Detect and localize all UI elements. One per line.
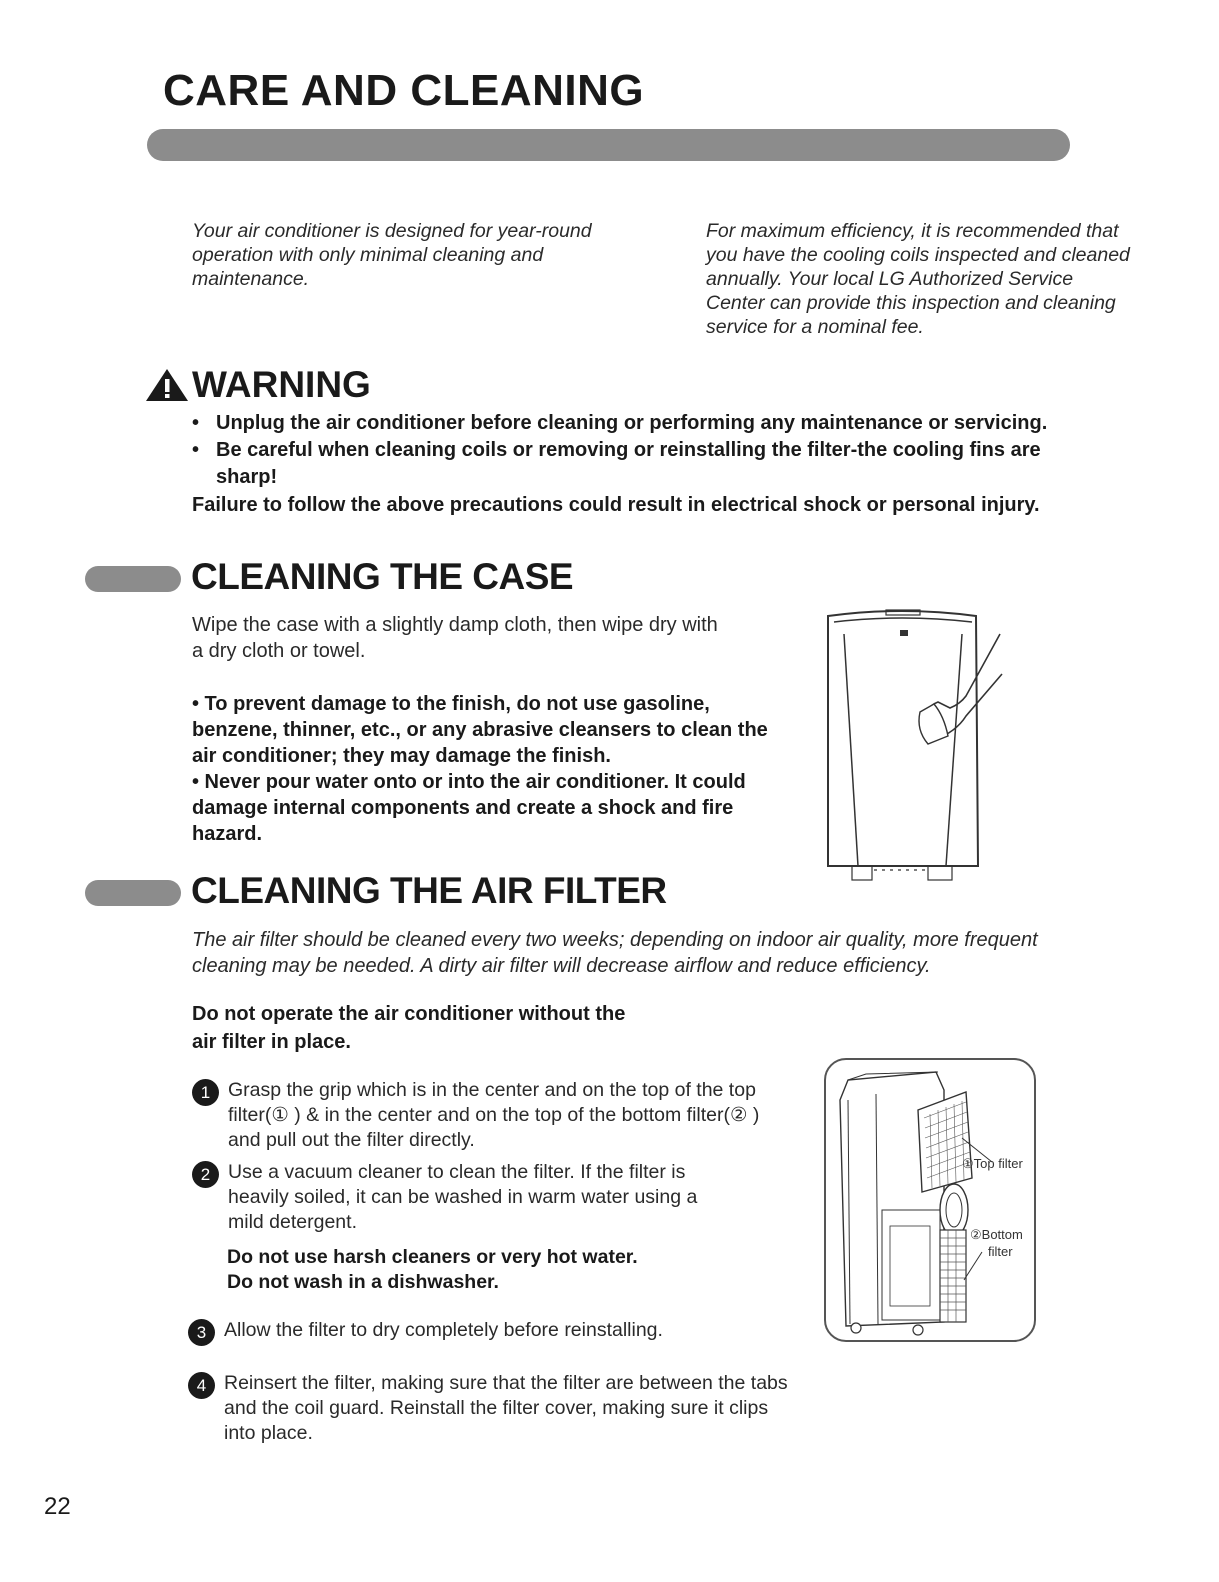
step-number: 2 [192, 1161, 219, 1188]
warning-item: • Be careful when cleaning coils or removing or reinstalling the filter-the cooling fins are sharp! [192, 439, 1041, 488]
step-text: Grasp the grip which is in the center and on the top of the top filter(① ) & in the center and on the top of the bottom filter(② ) and pull out the filter directly. [228, 1079, 760, 1151]
step-2-note-1: Do not use harsh cleaners or very hot water. [227, 1246, 638, 1268]
step-4 [188, 1371, 798, 1446]
step-text: Allow the filter to dry completely before reinstalling. [224, 1319, 663, 1341]
section-heading-case: CLEANING THE CASE [191, 556, 574, 597]
section-pill [85, 880, 181, 906]
case-caution-2: • Never pour water onto or into the air conditioner. It could damage internal components and create a shock and fire hazard. [192, 771, 746, 845]
page-number: 22 [44, 1493, 71, 1520]
section-pill [85, 566, 181, 592]
filter-intro: The air filter should be cleaned every two weeks; depending on indoor air quality, more frequent cleaning may be needed. A dirty air filter will decrease airflow and reduce efficiency. [192, 929, 1038, 977]
warning-footer: Failure to follow the above precautions could result in electrical shock or personal injury. [192, 494, 1040, 516]
figure-label-bottom-filter-2: filter [988, 1244, 1013, 1259]
step-3 [188, 1318, 788, 1346]
step-2 [192, 1160, 732, 1235]
warning-label: WARNING [192, 364, 371, 405]
step-2-note-2: Do not wash in a dishwasher. [227, 1271, 499, 1293]
case-illustration [816, 604, 1012, 886]
intro-left: Your air conditioner is designed for year-round operation with only minimal cleaning and maintenance. [192, 220, 592, 290]
step-1 [192, 1078, 792, 1153]
title-bar [147, 129, 1070, 161]
figure-label-bottom-filter-1: ②Bottom [970, 1227, 1023, 1242]
case-text: Wipe the case with a slightly damp cloth, then wipe dry with a dry cloth or towel. [192, 614, 718, 662]
warning-list [192, 410, 1152, 491]
warning-heading [144, 364, 371, 406]
case-caution-1: • To prevent damage to the finish, do not use gasoline, benzene, thinner, etc., or any abrasive cleansers to clean the air conditioner; they may damage the finish. [192, 693, 768, 767]
figure-label-top-filter: ①Top filter [962, 1156, 1023, 1171]
warning-triangle-icon [144, 367, 190, 403]
step-number: 4 [188, 1372, 215, 1399]
intro-right: For maximum efficiency, it is recommended that you have the cooling coils inspected and cleaned annually. Your local LG Authorized Service Center can provide this inspection and cleaning service for a nominal fee. [706, 220, 1130, 338]
page-title: CARE AND CLEANING [163, 66, 645, 115]
step-number: 3 [188, 1319, 215, 1346]
step-text: Reinsert the filter, making sure that the filter are between the tabs and the coil guard. Reinstall the filter cover, making sure it clips into place. [224, 1372, 788, 1444]
filter-warning: Do not operate the air conditioner without the air filter in place. [192, 1003, 626, 1053]
warning-item: • Unplug the air conditioner before cleaning or performing any maintenance or servicing. [192, 412, 1048, 434]
air-conditioner-filter-drawing [826, 1060, 1034, 1340]
step-number: 1 [192, 1079, 219, 1106]
section-heading-filter: CLEANING THE AIR FILTER [191, 870, 667, 911]
step-text: Use a vacuum cleaner to clean the filter. If the filter is heavily soiled, it can be washed in warm water using a mild detergent. [228, 1161, 698, 1233]
filter-illustration [824, 1058, 1036, 1342]
